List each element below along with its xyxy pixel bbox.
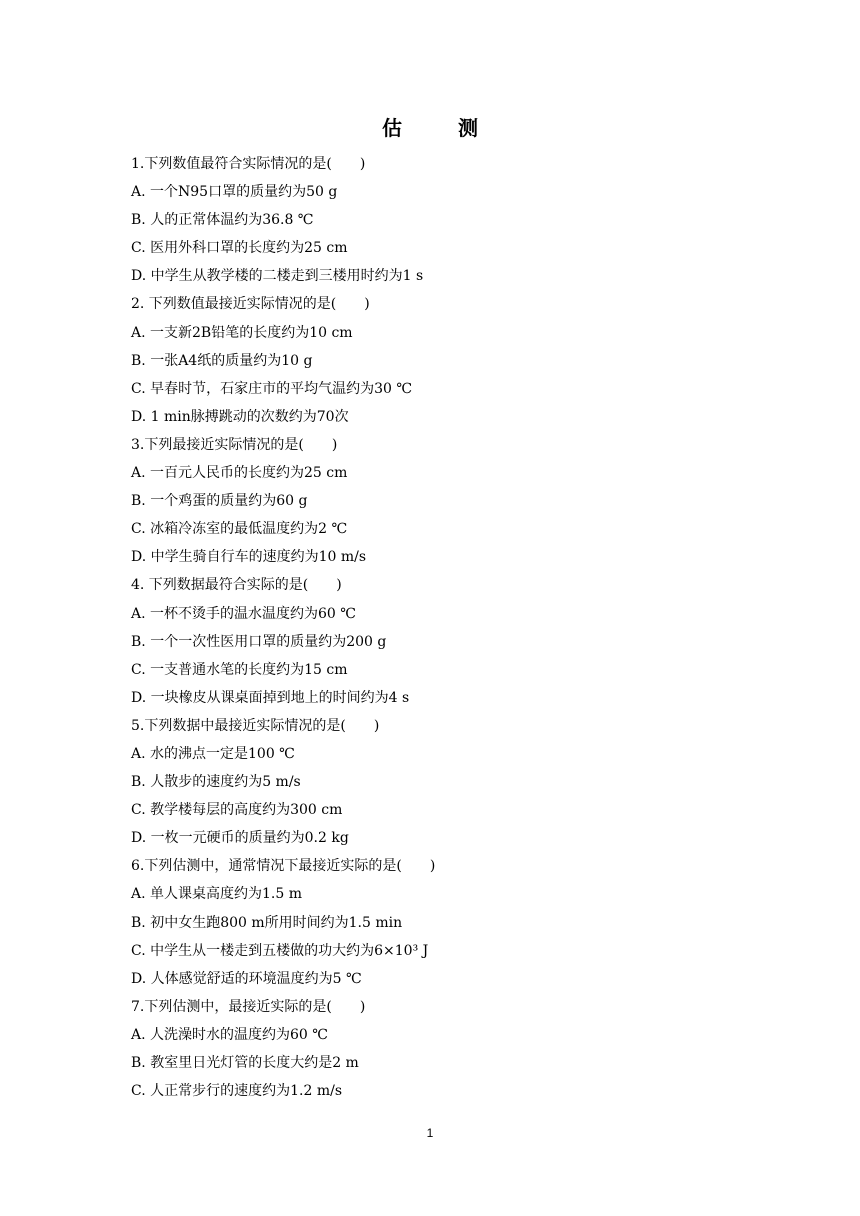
option-line: D. 中学生从教学楼的二楼走到三楼用时约为1 s	[131, 268, 424, 285]
option-line: C. 冰箱冷冻室的最低温度约为2 ℃	[131, 521, 348, 538]
option-line: C. 人正常步行的速度约为1.2 m/s	[131, 1083, 343, 1100]
question-stem: 7.下列估测中，最接近实际的是( )	[131, 998, 366, 1015]
option-line: C. 中学生从一楼走到五楼做的功大约为6×10³ J	[131, 942, 429, 959]
question-stem: 2. 下列数值最接近实际情况的是( )	[131, 296, 370, 313]
option-line: B. 一张A4纸的质量约为10 g	[131, 352, 313, 369]
question-stem: 3.下列最接近实际情况的是( )	[131, 436, 338, 453]
option-line: A. 人洗澡时水的温度约为60 ℃	[131, 1026, 328, 1043]
option-line: D. 1 min脉搏跳动的次数约为70次	[131, 408, 349, 425]
option-line: B. 一个鸡蛋的质量约为60 g	[131, 493, 308, 510]
question-stem: 6.下列估测中，通常情况下最接近实际的是( )	[131, 858, 436, 875]
option-line: A. 一百元人民币的长度约为25 cm	[131, 465, 348, 482]
page-number: 1	[426, 1126, 434, 1140]
question-stem: 4. 下列数据最符合实际的是( )	[131, 577, 342, 594]
option-line: B. 初中女生跑800 m所用时间约为1.5 min	[131, 914, 403, 931]
option-line: D. 一块橡皮从课桌面掉到地上的时间约为4 s	[131, 689, 410, 706]
option-line: A. 一个N95口罩的质量约为50 g	[131, 184, 338, 201]
option-line: B. 人散步的速度约为5 m/s	[131, 774, 301, 791]
option-line: A. 一杯不烫手的温水温度约为60 ℃	[131, 605, 356, 622]
page-title: 估 测	[382, 116, 496, 140]
option-line: D. 一枚一元硬币的质量约为0.2 kg	[131, 830, 349, 847]
option-line: A. 水的沸点一定是100 ℃	[131, 745, 295, 762]
option-line: C. 医用外科口罩的长度约为25 cm	[131, 240, 348, 257]
question-stem: 1.下列数值最符合实际情况的是( )	[131, 156, 366, 172]
option-line: C. 一支普通水笔的长度约为15 cm	[131, 661, 348, 678]
option-line: A. 单人课桌高度约为1.5 m	[131, 886, 303, 903]
option-line: B. 人的正常体温约为36.8 ℃	[131, 212, 314, 229]
option-line: D. 中学生骑自行车的速度约为10 m/s	[131, 549, 367, 566]
option-line: C. 教学楼每层的高度约为300 cm	[131, 802, 343, 819]
option-line: B. 教室里日光灯管的长度大约是2 m	[131, 1055, 359, 1071]
option-line: A. 一支新2B铅笔的长度约为10 cm	[131, 324, 353, 341]
option-line: B. 一个一次性医用口罩的质量约为200 g	[131, 633, 387, 650]
question-stem: 5.下列数据中最接近实际情况的是( )	[131, 717, 380, 734]
option-line: C. 早春时节，石家庄市的平均气温约为30 ℃	[131, 380, 413, 397]
question-list	[131, 150, 771, 1105]
option-line: D. 人体感觉舒适的环境温度约为5 ℃	[131, 970, 362, 987]
